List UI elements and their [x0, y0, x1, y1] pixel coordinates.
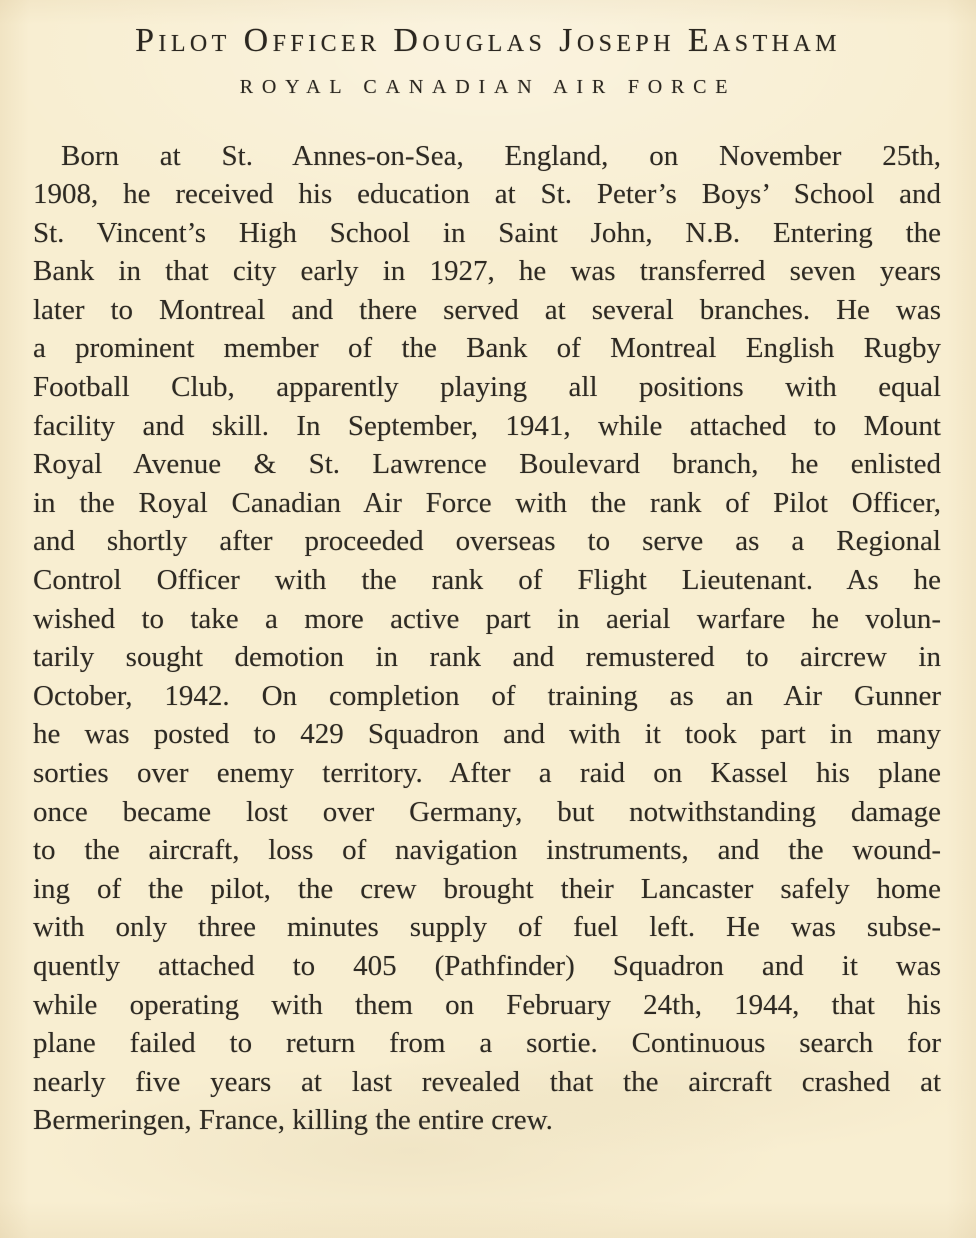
text-line: to the aircraft, loss of navigation instruments, and the wound- — [33, 834, 941, 867]
text-line: Bermeringen, France, killing the entire crew. — [33, 1104, 553, 1137]
text-line: nearly five years at last revealed that the aircraft crashed at — [33, 1065, 941, 1098]
text-line: 1908, he received his education at St. Peter’s Boys’ School and — [33, 178, 941, 211]
text-line: sorties over enemy territory. After a raid on Kassel his plane — [33, 757, 941, 789]
text-line: a prominent member of the Bank of Montreal English Rugby — [33, 332, 941, 365]
text-line: ing of the pilot, the crew brought their Lancaster safely home — [33, 872, 941, 905]
text-line: with only three minutes supply of fuel left. He was subse- — [33, 911, 941, 944]
text-line: St. Vincent’s High School in Saint John, N.B. Entering the — [33, 216, 941, 249]
text-line: in the Royal Canadian Air Force with the rank of Pilot Officer, — [33, 486, 941, 519]
text-line: tarily sought demotion in rank and remustered to aircrew in — [33, 641, 941, 674]
text-line: later to Montreal and there served at several branches. He was — [33, 293, 941, 326]
page-heading — [0, 20, 976, 99]
text-line: and shortly after proceeded overseas to serve as a Regional — [33, 525, 941, 558]
text-line: Football Club, apparently playing all positions with equal — [33, 371, 941, 404]
text-line: while operating with them on February 24th, 1944, that his — [33, 988, 941, 1021]
page-title: Pilot Officer Douglas Joseph Eastham — [135, 22, 841, 59]
text-line: Control Officer with the rank of Flight Lieutenant. As he — [33, 564, 941, 597]
text-line: quently attached to 405 (Pathfinder) Squadron and it was — [33, 949, 941, 982]
biography-paragraph — [33, 137, 941, 1140]
text-line: once became lost over Germany, but notwithstanding damage — [33, 795, 941, 828]
text-line: plane failed to return from a sortie. Continuous search for — [33, 1027, 941, 1060]
text-line: he was posted to 429 Squadron and with it took part in many — [33, 718, 941, 751]
text-line: facility and skill. In September, 1941, while attached to Mount — [33, 409, 941, 442]
text-line: wished to take a more active part in aerial warfare he volun- — [33, 602, 941, 635]
text-line: Royal Avenue & St. Lawrence Boulevard branch, he enlisted — [33, 448, 941, 481]
text-line: Born at St. Annes-on-Sea, England, on November 25th, — [61, 139, 941, 172]
page-subtitle: ROYAL CANADIAN AIR FORCE — [239, 75, 737, 98]
text-line: October, 1942. On completion of training as an Air Gunner — [33, 679, 941, 712]
text-line: Bank in that city early in 1927, he was transferred seven years — [33, 255, 941, 288]
